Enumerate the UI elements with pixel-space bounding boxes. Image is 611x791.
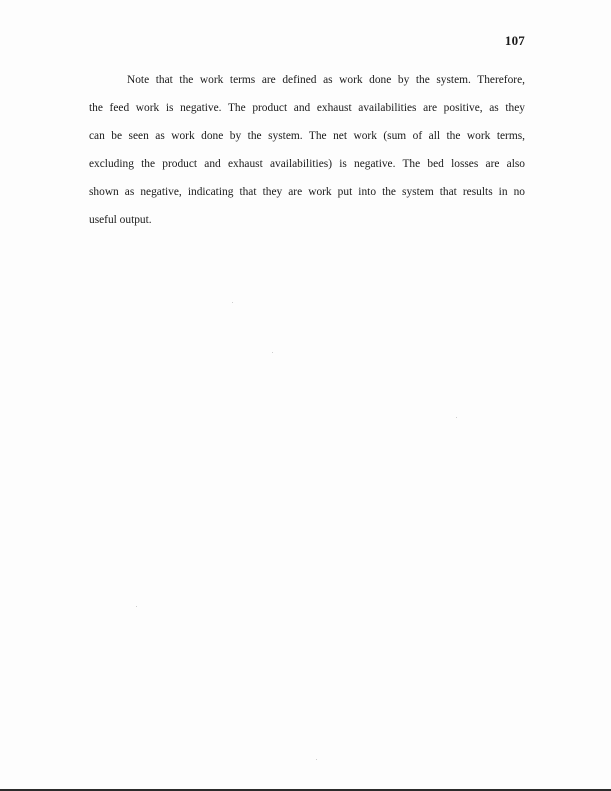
page-number: 107 [504, 33, 525, 48]
paragraph-line: the feed work is negative. The product and exhaust availabilities are positive, as they [89, 102, 525, 114]
scan-speck [136, 606, 137, 607]
paragraph-line: shown as negative, indicating that they are work put into the system that results in no [89, 186, 525, 198]
paragraph-line: excluding the product and exhaust availabilities) is negative. The bed losses are also [89, 158, 525, 170]
paragraph-line: useful output. [89, 214, 152, 226]
paragraph-line: Note that the work terms are defined as work done by the system. Therefore, [127, 74, 525, 86]
body-paragraph [89, 66, 525, 234]
scan-speck [456, 417, 457, 418]
scan-speck [272, 352, 273, 353]
scan-speck [316, 759, 317, 760]
paragraph-line: can be seen as work done by the system. The net work (sum of all the work terms, [89, 130, 525, 142]
scan-speck [232, 302, 233, 303]
